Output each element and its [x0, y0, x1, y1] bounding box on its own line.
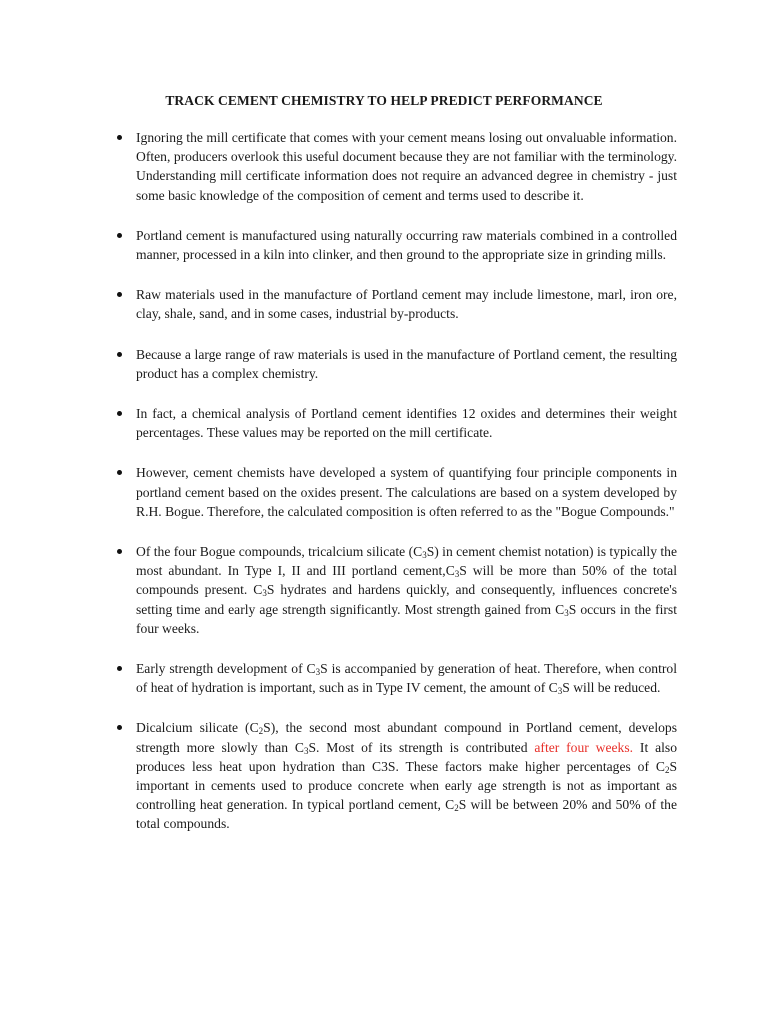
- bullet-icon: [117, 470, 122, 475]
- list-item: [0, 226, 768, 264]
- bullet-icon: [117, 233, 122, 238]
- bullet-icon: [117, 352, 122, 357]
- bullet-icon: [117, 135, 122, 140]
- bullet-text: Dicalcium silicate $(C_2S)$, the second most abundant compound in Portland cement, develops strength more slowly than $C_3S$. Most of its strength is contributed after four weeks. It also produces less heat upon hydration than C3S. These factors make higher percentages of $C_2S$ important in cements used to produce concrete when early age strength is not as important as controlling heat generation. In typical portland cement, $C_2S$ will be between 20% and 50% of the total compounds.: [136, 720, 678, 832]
- bullet-text: Early strength development of $C_3S$ is accompanied by generation of heat. Therefore, when control of heat of hydration is important, such as in Type IV cement, the amount of $C_3S$ will be reduced.: [136, 661, 677, 697]
- bullet-icon: [117, 666, 122, 671]
- list-item: [0, 285, 768, 323]
- list-item: [0, 404, 768, 442]
- bullet-text: In fact, a chemical analysis of Portland cement identifies 12 oxides and determines their weight percentages. These values may be reported on the mill certificate.: [136, 406, 677, 441]
- list-item: [0, 718, 768, 833]
- list-item: [0, 345, 768, 383]
- bullet-icon: [117, 411, 122, 416]
- list-item: [0, 659, 768, 697]
- bullet-icon: [117, 725, 122, 730]
- highlighted-text: after four weeks.: [534, 739, 634, 755]
- bullet-text: Because a large range of raw materials is used in the manufacture of Portland cement, the resulting product has a complex chemistry.: [136, 346, 677, 381]
- bullet-list: [0, 128, 768, 855]
- list-item: [0, 542, 768, 638]
- bullet-text: Of the four Bogue compounds, tricalcium silicate $(C_3S)$ in cement chemist notation) is typically the most abundant. In Type I, II and III portland $cement,C_3S$ will be more than 50% of the total compounds present. $C_3S$ hydrates and hardens quickly, and consequently, influences concrete's setting time and early age strength significantly. Most strength gained from $C_3S$ occurs in the first four weeks.: [136, 544, 678, 636]
- list-item: [0, 128, 768, 205]
- bullet-icon: [117, 549, 122, 554]
- bullet-text: Raw materials used in the manufacture of Portland cement may include limestone, marl, iron ore, clay, shale, sand, and in some cases, industrial by-products.: [136, 287, 677, 322]
- bullet-text: Portland cement is manufactured using naturally occurring raw materials combined in a controlled manner, processed in a kiln into clinker, and then ground to the appropriate size in grinding mills.: [136, 227, 677, 263]
- bullet-text: However, cement chemists have developed a system of quantifying four principle components in portland cement based on the oxides present. The calculations are based on a system developed by R.H. Bogue. Therefore, the calculated composition is often referred to as the "Bogue Compounds.": [136, 465, 677, 519]
- bullet-icon: [117, 292, 122, 297]
- bullet-text: Ignoring the mill certificate that comes with your cement means losing out onvaluable information. Often, producers overlook this useful document because they are not familiar with the terminology. Understanding mill certificate information does not require an advanced degree in chemistry - just some basic knowledge of the composition of cement and terms used to describe it.: [136, 130, 677, 203]
- list-item: [0, 463, 768, 521]
- document-title: TRACK CEMENT CHEMISTRY TO HELP PREDICT PERFORMANCE: [165, 93, 603, 108]
